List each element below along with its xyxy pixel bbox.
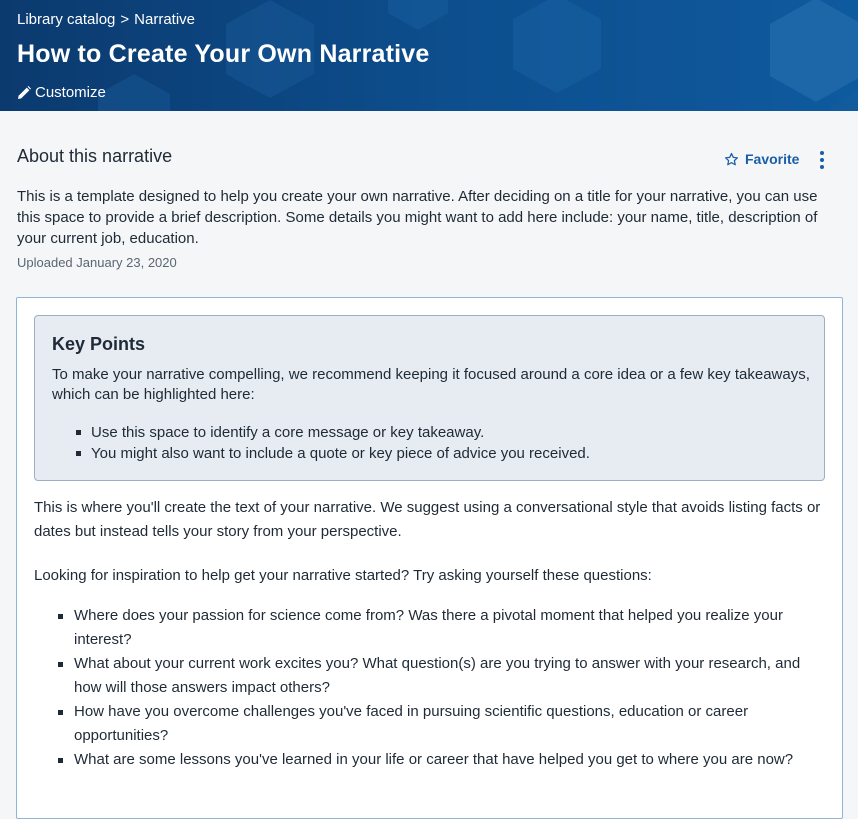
inspiration-questions-list xyxy=(57,604,809,772)
about-heading: About this narrative xyxy=(17,146,173,166)
narrative-paragraph: Looking for inspiration to help get your narrative started? Try asking yourself these questions: xyxy=(34,567,652,584)
question-item: How have you overcome challenges you've faced in pursuing scientific questions, education or career opportunities? xyxy=(57,700,809,748)
key-point-item: Use this space to identify a core message or key takeaway. xyxy=(75,422,590,443)
more-options-button[interactable] xyxy=(815,150,829,170)
breadcrumb-separator: > xyxy=(120,11,130,28)
narrative-paragraph: This is where you'll create the text of your narrative. We suggest using a conversational style that avoids listing facts or dates but instead tells your story from your perspective. xyxy=(34,499,821,540)
more-vertical-icon xyxy=(815,150,829,170)
favorite-button[interactable] xyxy=(724,151,799,167)
header-banner xyxy=(0,0,858,111)
star-outline-icon xyxy=(724,152,739,167)
pencil-icon xyxy=(17,86,31,100)
key-points-title: Key Points xyxy=(52,334,146,354)
favorite-label: Favorite xyxy=(745,151,800,167)
upload-date: Uploaded January 23, 2020 xyxy=(17,255,177,270)
about-description: This is a template designed to help you create your own narrative. After deciding on a title for your narrative, you can use this space to provide a brief description. Some details you might want to add here include: your name, title, description of your current job, education. xyxy=(17,188,818,247)
key-points-list xyxy=(75,422,590,464)
key-points-box xyxy=(34,315,825,481)
breadcrumb-library-catalog[interactable]: Library catalog xyxy=(17,11,116,28)
question-item: Where does your passion for science come from? Was there a pivotal moment that helped you realize your interest? xyxy=(57,604,809,652)
question-item: What about your current work excites you? What question(s) are you trying to answer with your research, and how will those answers impact others? xyxy=(57,652,809,700)
breadcrumb xyxy=(17,11,195,28)
page-title: How to Create Your Own Narrative xyxy=(17,40,430,68)
key-points-intro: To make your narrative compelling, we recommend keeping it focused around a core idea or a few key takeaways, which can be highlighted here: xyxy=(52,366,810,403)
key-point-item: You might also want to include a quote or key piece of advice you received. xyxy=(75,443,590,464)
narrative-content-panel xyxy=(16,297,843,819)
customize-label: Customize xyxy=(35,84,106,101)
breadcrumb-current: Narrative xyxy=(134,11,196,28)
question-item: What are some lessons you've learned in your life or career that have helped you get to where you are now? xyxy=(57,748,809,772)
customize-button[interactable] xyxy=(17,84,106,101)
